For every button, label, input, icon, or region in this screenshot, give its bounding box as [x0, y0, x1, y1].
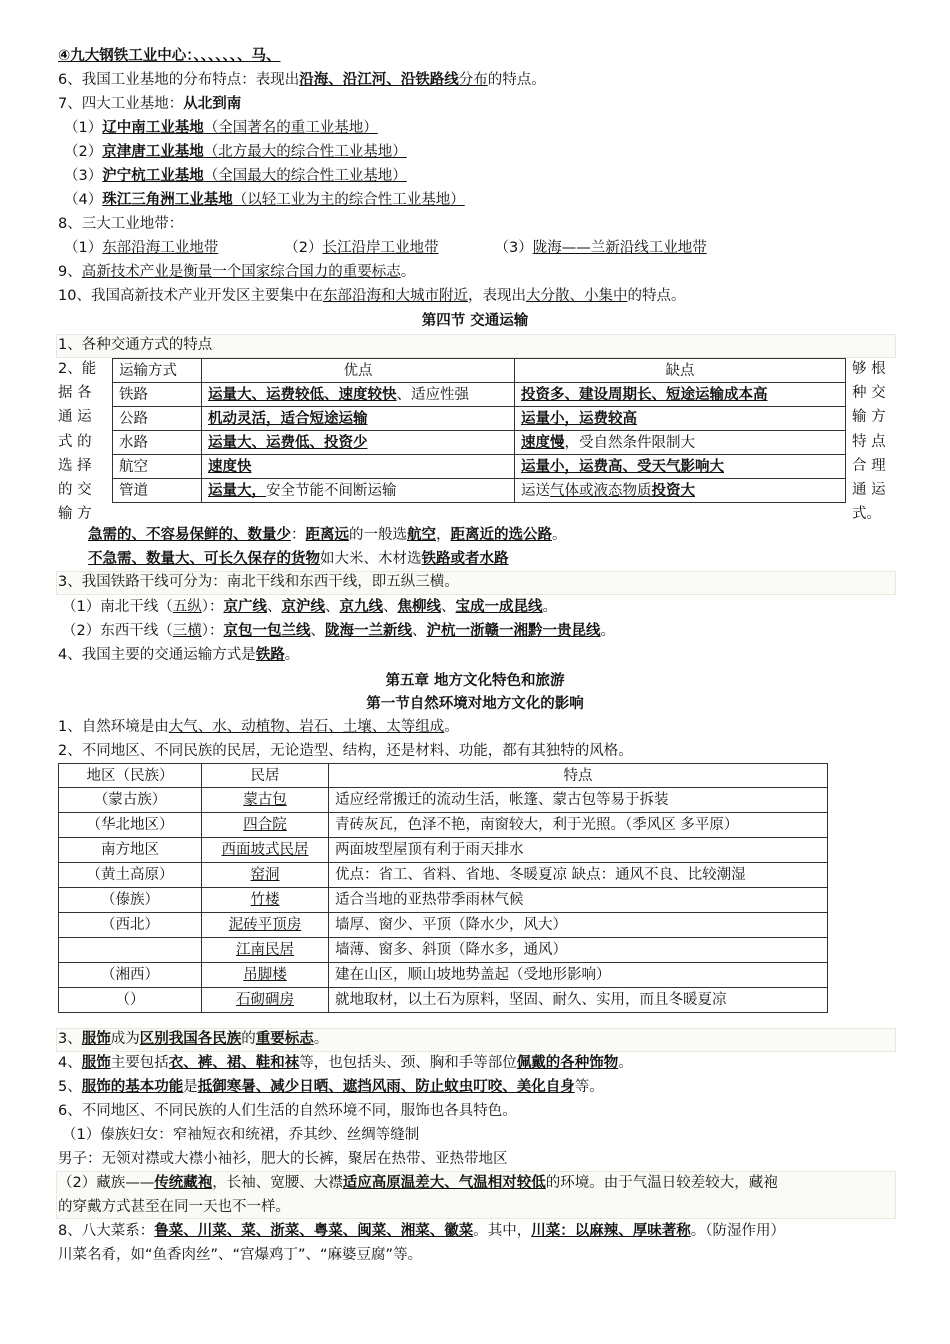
text: 服饰的基本功能 — [81, 1079, 184, 1095]
text: 。 — [618, 1055, 633, 1071]
feature-cell: 青砖灰瓦，色泽不艳，南窗较大，利于光照。（季风区 多平原） — [329, 813, 828, 838]
text: 等。 — [574, 1079, 604, 1095]
text: 焦柳线 — [397, 599, 441, 615]
text: 。 — [284, 647, 300, 663]
transport-table — [112, 358, 846, 503]
text: ）： — [201, 623, 224, 639]
side-line: 通 运 — [58, 409, 92, 426]
text: 投资大 — [651, 482, 695, 499]
text: 衣、裤、裙、鞋和袜 — [168, 1055, 300, 1071]
section-4-title: 第四节 交通运输 — [421, 313, 529, 329]
text: 。（防湿作用） — [690, 1223, 785, 1239]
chapter-5-title: 第五章 地方文化特色和旅游 — [385, 673, 565, 689]
header-cell: 民居 — [202, 764, 329, 788]
text: 主要包括 — [110, 1055, 169, 1071]
text: （3） — [494, 240, 533, 256]
mode-cell: 公路 — [113, 407, 202, 431]
text: 的特点。 — [487, 72, 546, 88]
text: 辽中南工业基地 — [102, 120, 204, 136]
table-row — [59, 838, 828, 863]
text: 的特点。 — [627, 288, 686, 304]
feature-cell: 优点：省工、省料、省地、冬暖夏凉 缺点：通风不良、比较潮湿 — [329, 863, 828, 888]
text: （以轻工业为主的综合性工业基地） — [232, 192, 465, 208]
side-line: 的 交 — [58, 482, 92, 499]
clothing-line-6: 6、不同地区、不同民族的人们生活的自然环境不同，服饰也各具特色。 — [58, 1103, 517, 1119]
text: 9、 — [58, 264, 82, 280]
text: （4） — [64, 192, 103, 208]
belt-3: 陇海——兰新沿线工业地带 — [532, 240, 707, 256]
text: 铁路或者水路 — [421, 551, 509, 567]
dai-men-line: 男子：无领对襟或大襟小袖衫，肥大的长裤，聚居在热带、亚热带地区 — [58, 1151, 508, 1167]
railway-north-south — [62, 597, 557, 617]
tibetan-line-2: 的穿戴方式甚至在同一天也不一样。 — [58, 1199, 290, 1215]
house-cell: 吊脚楼 — [202, 963, 329, 988]
clothing-line-4 — [58, 1053, 633, 1073]
mode-cell: 管道 — [113, 479, 202, 503]
base-item-2 — [64, 142, 407, 162]
text: 运量大、运费较低、速度较快 — [208, 386, 397, 403]
mode-cell: 铁路 — [113, 383, 202, 407]
text: 佩戴的各种饰物 — [516, 1055, 619, 1071]
text: 机动灵活，适合短途运输 — [208, 410, 368, 427]
text: 运量大， — [208, 482, 266, 499]
side-line: 选 择 — [58, 457, 92, 474]
four-bases-heading — [58, 94, 241, 114]
sichuan-dishes-line: 川菜名肴，如“鱼香肉丝”、“宫爆鸡丁”、“麻婆豆腐”等。 — [58, 1247, 423, 1263]
text: 。其中， — [473, 1223, 532, 1239]
text: 是 — [183, 1079, 198, 1095]
table-row — [59, 863, 828, 888]
region-cell: （湘西） — [59, 963, 202, 988]
con-cell — [515, 431, 846, 455]
pro-cell — [202, 383, 515, 407]
transport-line1: 1、各种交通方式的特点 — [58, 337, 213, 353]
side-line: 输 方 — [58, 506, 92, 523]
base-item-4 — [64, 190, 465, 210]
region-cell: （华北地区） — [59, 813, 202, 838]
text: 陇海一兰新线 — [324, 623, 412, 639]
text: 沪宁杭工业基地 — [102, 168, 204, 184]
transport-left-side-text — [58, 357, 102, 526]
text: 适应高原温差大、气温相对较低 — [342, 1175, 546, 1191]
text: （全国最大的综合性工业基地） — [203, 168, 407, 184]
table-row — [113, 383, 846, 407]
text: ： — [291, 527, 306, 543]
text: 东部沿海和大城市附近 — [322, 288, 468, 304]
text: 。 — [552, 527, 567, 543]
belt-1: 东部沿海工业地带 — [102, 240, 219, 256]
text: 传统藏袍 — [154, 1175, 213, 1191]
text: 宝成一成昆线 — [455, 599, 543, 615]
text: （北方最大的综合性工业基地） — [203, 144, 407, 160]
side-line: 特 点 — [852, 433, 886, 450]
feature-cell: 建在山区，顺山坡地势盖起（受地形影响） — [329, 963, 828, 988]
text: 是衡量一个 — [168, 264, 242, 280]
text: （3） — [64, 168, 103, 184]
base-item-1 — [64, 118, 378, 138]
feature-cell: 两面坡型屋顶有利于雨天排水 — [329, 838, 828, 863]
text: 7、四大工业基地： — [58, 96, 184, 112]
text: 的一般选 — [349, 527, 407, 543]
side-line: 式 的 — [58, 433, 92, 450]
text: 高新技术产业 — [81, 264, 169, 280]
house-cell: 四合院 — [202, 813, 329, 838]
text: 。 — [542, 599, 557, 615]
text: 、 — [310, 623, 325, 639]
text: 铁路 — [255, 647, 285, 663]
house-cell: 西面坡式民居 — [202, 838, 329, 863]
text: 的重要标志 — [328, 264, 401, 280]
side-line: 式。 — [852, 506, 881, 523]
region-cell: （傣族） — [59, 888, 202, 913]
three-belts-line — [64, 238, 707, 258]
hightech-line — [58, 262, 415, 282]
text: 投资多、建设周期长、短途运输成本高 — [521, 386, 768, 403]
house-cell: 竹楼 — [202, 888, 329, 913]
tibetan-line-1 — [58, 1173, 778, 1193]
text: 速度慢 — [521, 434, 565, 451]
text: （1） — [64, 120, 103, 136]
table-row — [113, 455, 846, 479]
pro-cell — [202, 407, 515, 431]
text: （2） — [284, 240, 323, 256]
text: 服饰 — [81, 1031, 111, 1047]
table-row — [59, 963, 828, 988]
text: 的 — [241, 1031, 256, 1047]
text: 速度快 — [208, 458, 252, 475]
railway-east-west — [62, 621, 615, 641]
text: （2）东西干线（ — [62, 623, 173, 639]
text: 、 — [382, 599, 398, 615]
house-cell: 蒙古包 — [202, 788, 329, 813]
text: 等，也包括头、颈、胸和手等部位 — [299, 1055, 517, 1071]
text: 安全节能不间断运输 — [266, 482, 397, 499]
text: 大气、水、动植物、岩石、土壤、太等组成 — [168, 719, 445, 735]
con-cell — [515, 407, 846, 431]
feature-cell: 适应经常搬迁的流动生活，帐篷、蒙古包等易于拆装 — [329, 788, 828, 813]
transport-note-2 — [88, 549, 509, 569]
text: 。 — [313, 1031, 329, 1047]
region-cell: （） — [59, 988, 202, 1013]
text: 运量大、运费低、投资少 — [208, 434, 368, 451]
feature-cell: 墙薄、窗多、斜顶（降水多，通风） — [329, 938, 828, 963]
table-row — [59, 888, 828, 913]
section-1-title: 第一节自然环境对地方文化的影响 — [366, 696, 584, 712]
table-row — [59, 913, 828, 938]
con-cell — [515, 383, 846, 407]
text: 运量小，运费高、受天气影响大 — [521, 458, 724, 475]
text: 分布 — [458, 72, 488, 88]
dwellings-table — [58, 763, 828, 1013]
table-row — [59, 813, 828, 838]
text: 京沪线 — [281, 599, 325, 615]
text: 服饰 — [81, 1055, 111, 1071]
table-row — [113, 479, 846, 503]
text: 1、自然环境是由 — [58, 719, 169, 735]
steel-centers-line — [58, 46, 281, 66]
table-header-row — [113, 359, 846, 383]
house-cell: 窑洞 — [202, 863, 329, 888]
table-row — [59, 988, 828, 1013]
header-cell: 运输方式 — [113, 359, 202, 383]
con-cell — [515, 455, 846, 479]
text: 。 — [400, 264, 416, 280]
table-row — [59, 788, 828, 813]
side-line: 通 运 — [852, 482, 886, 499]
header-cell: 地区（民族） — [59, 764, 202, 788]
table-row — [59, 938, 828, 963]
text: 气体或液态物质 — [550, 482, 652, 499]
side-line: 种 交 — [852, 385, 886, 402]
pro-cell — [202, 455, 515, 479]
text: 区别我国各民族 — [139, 1031, 242, 1047]
text: 、适应性强 — [396, 386, 469, 403]
text: 京广线 — [223, 599, 267, 615]
region-cell — [59, 938, 202, 963]
text: 急需的、不容易保鲜的、数量少 — [88, 527, 291, 543]
text: 抵御寒暑、减少日晒、遮挡风雨、防止蚊虫叮咬、美化自身 — [197, 1079, 575, 1095]
text: 运送 — [521, 482, 550, 499]
text: 成为 — [110, 1031, 140, 1047]
main-transport-line — [58, 645, 299, 665]
clothing-line-3 — [58, 1029, 328, 1049]
region-cell: 南方地区 — [59, 838, 202, 863]
text: （1）南北干线（ — [62, 599, 173, 615]
text: （2） — [64, 144, 103, 160]
side-line: 据 各 — [58, 385, 92, 402]
base-item-3 — [64, 166, 407, 186]
text: 沿海、沿江河、沿铁路线 — [299, 72, 459, 88]
text: 的环境。由于气温日较差较大，藏袍 — [545, 1175, 778, 1191]
text: 、 — [324, 599, 340, 615]
table-row — [113, 431, 846, 455]
text: （2）藏族—— — [58, 1175, 155, 1191]
feature-cell: 就地取材，以土石为原料，坚固、耐久、实用，而且冬暖夏凉 — [329, 988, 828, 1013]
pro-cell — [202, 431, 515, 455]
industry-distribution-line — [58, 70, 546, 90]
text: 4、我国主要的交通运输方式是 — [58, 647, 256, 663]
text: 京津唐工业基地 — [102, 144, 204, 160]
mode-cell: 航空 — [113, 455, 202, 479]
text: 从北到南 — [183, 96, 242, 112]
text: 、 — [411, 623, 427, 639]
text: 重要标志 — [255, 1031, 314, 1047]
table-header-row — [59, 764, 828, 788]
text: 。 — [444, 719, 459, 735]
text: 3、 — [58, 1031, 82, 1047]
text: 8、八大菜系： — [58, 1223, 155, 1239]
text: 沪杭一浙赣一湘黔一贵昆线 — [426, 623, 601, 639]
text: ）： — [201, 599, 224, 615]
text: ，受自然条件限制大 — [564, 434, 695, 451]
table-row — [113, 407, 846, 431]
dwellings-intro-line: 2、不同地区、不同民族的民居，无论造型、结构，还是材料、功能，都有其独特的风格。 — [58, 743, 633, 759]
text: 6、我国工业基地的分布特点：表现出 — [58, 72, 300, 88]
house-cell: 石砌碉房 — [202, 988, 329, 1013]
header-cell: 优点 — [202, 359, 515, 383]
text: 珠江三角洲工业基地 — [102, 192, 233, 208]
text: 8、三大工业地带： — [58, 216, 184, 232]
text: 国家综合国力 — [241, 264, 329, 280]
steel-centers-text: ④九大钢铁工业中心：、、、、、、、马、 — [58, 48, 281, 64]
text: 距离近的选公路 — [450, 527, 552, 543]
text: ，表现出 — [467, 288, 526, 304]
cuisine-line — [58, 1221, 785, 1241]
region-cell: （黄土高原） — [59, 863, 202, 888]
house-cell: 泥砖平顶房 — [202, 913, 329, 938]
side-line: 够 根 — [852, 361, 886, 377]
text: （全国著名的重工业基地） — [203, 120, 378, 136]
clothing-line-5 — [58, 1077, 604, 1097]
text: 大分散、小集中 — [525, 288, 628, 304]
text: 10、我国高新技术产业开发区主要集中在 — [58, 288, 323, 304]
text: （1） — [64, 240, 103, 256]
nature-env-line — [58, 717, 459, 737]
text: 、 — [266, 599, 282, 615]
side-line: 合 理 — [852, 457, 886, 474]
region-cell: （西北） — [59, 913, 202, 938]
text: 京九线 — [339, 599, 383, 615]
belt-2: 长江沿岸工业地带 — [322, 240, 439, 256]
text: 、 — [440, 599, 456, 615]
railway-trunk-line: 3、我国铁路干线可分为：南北干线和东西干线，即五纵三横。 — [58, 574, 459, 590]
con-cell — [515, 479, 846, 503]
dai-women-line: （1）傣族妇女：窄袖短衣和统裙，乔其纱、丝绸等缝制 — [62, 1127, 420, 1143]
text: 航空 — [407, 527, 436, 543]
pro-cell — [202, 479, 515, 503]
region-cell: （蒙古族） — [59, 788, 202, 813]
text: 5、 — [58, 1079, 82, 1095]
text: ， — [436, 527, 451, 543]
side-line: 输 方 — [852, 409, 886, 426]
text: 五纵 — [172, 599, 202, 615]
text: 如大米、木材选 — [320, 551, 422, 567]
text: 运量小，运费较高 — [521, 410, 637, 427]
hightech-zones-line — [58, 286, 685, 306]
side-line: 2、能 — [58, 361, 97, 377]
feature-cell: 墙厚、窗少、平顶（降水少，风大） — [329, 913, 828, 938]
header-cell: 缺点 — [515, 359, 846, 383]
feature-cell: 适合当地的亚热带季雨林气候 — [329, 888, 828, 913]
text: ，长袖、宽腰、大襟 — [212, 1175, 343, 1191]
text: 三横 — [172, 623, 202, 639]
text: 距离远 — [305, 527, 349, 543]
text: 川菜：以麻辣、厚味著称 — [531, 1223, 691, 1239]
text: 京包一包兰线 — [223, 623, 311, 639]
transport-note-1 — [88, 525, 567, 545]
header-cell: 特点 — [329, 764, 828, 788]
house-cell: 江南民居 — [202, 938, 329, 963]
mode-cell: 水路 — [113, 431, 202, 455]
text: 4、 — [58, 1055, 82, 1071]
text: 。 — [600, 623, 615, 639]
three-belts-heading — [58, 214, 183, 234]
text: 不急需、数量大、可长久保存的货物 — [88, 551, 320, 567]
text: 鲁菜、川菜、菜、浙菜、粤菜、闽菜、湘菜、徽菜 — [154, 1223, 474, 1239]
transport-right-side-text — [852, 357, 898, 526]
